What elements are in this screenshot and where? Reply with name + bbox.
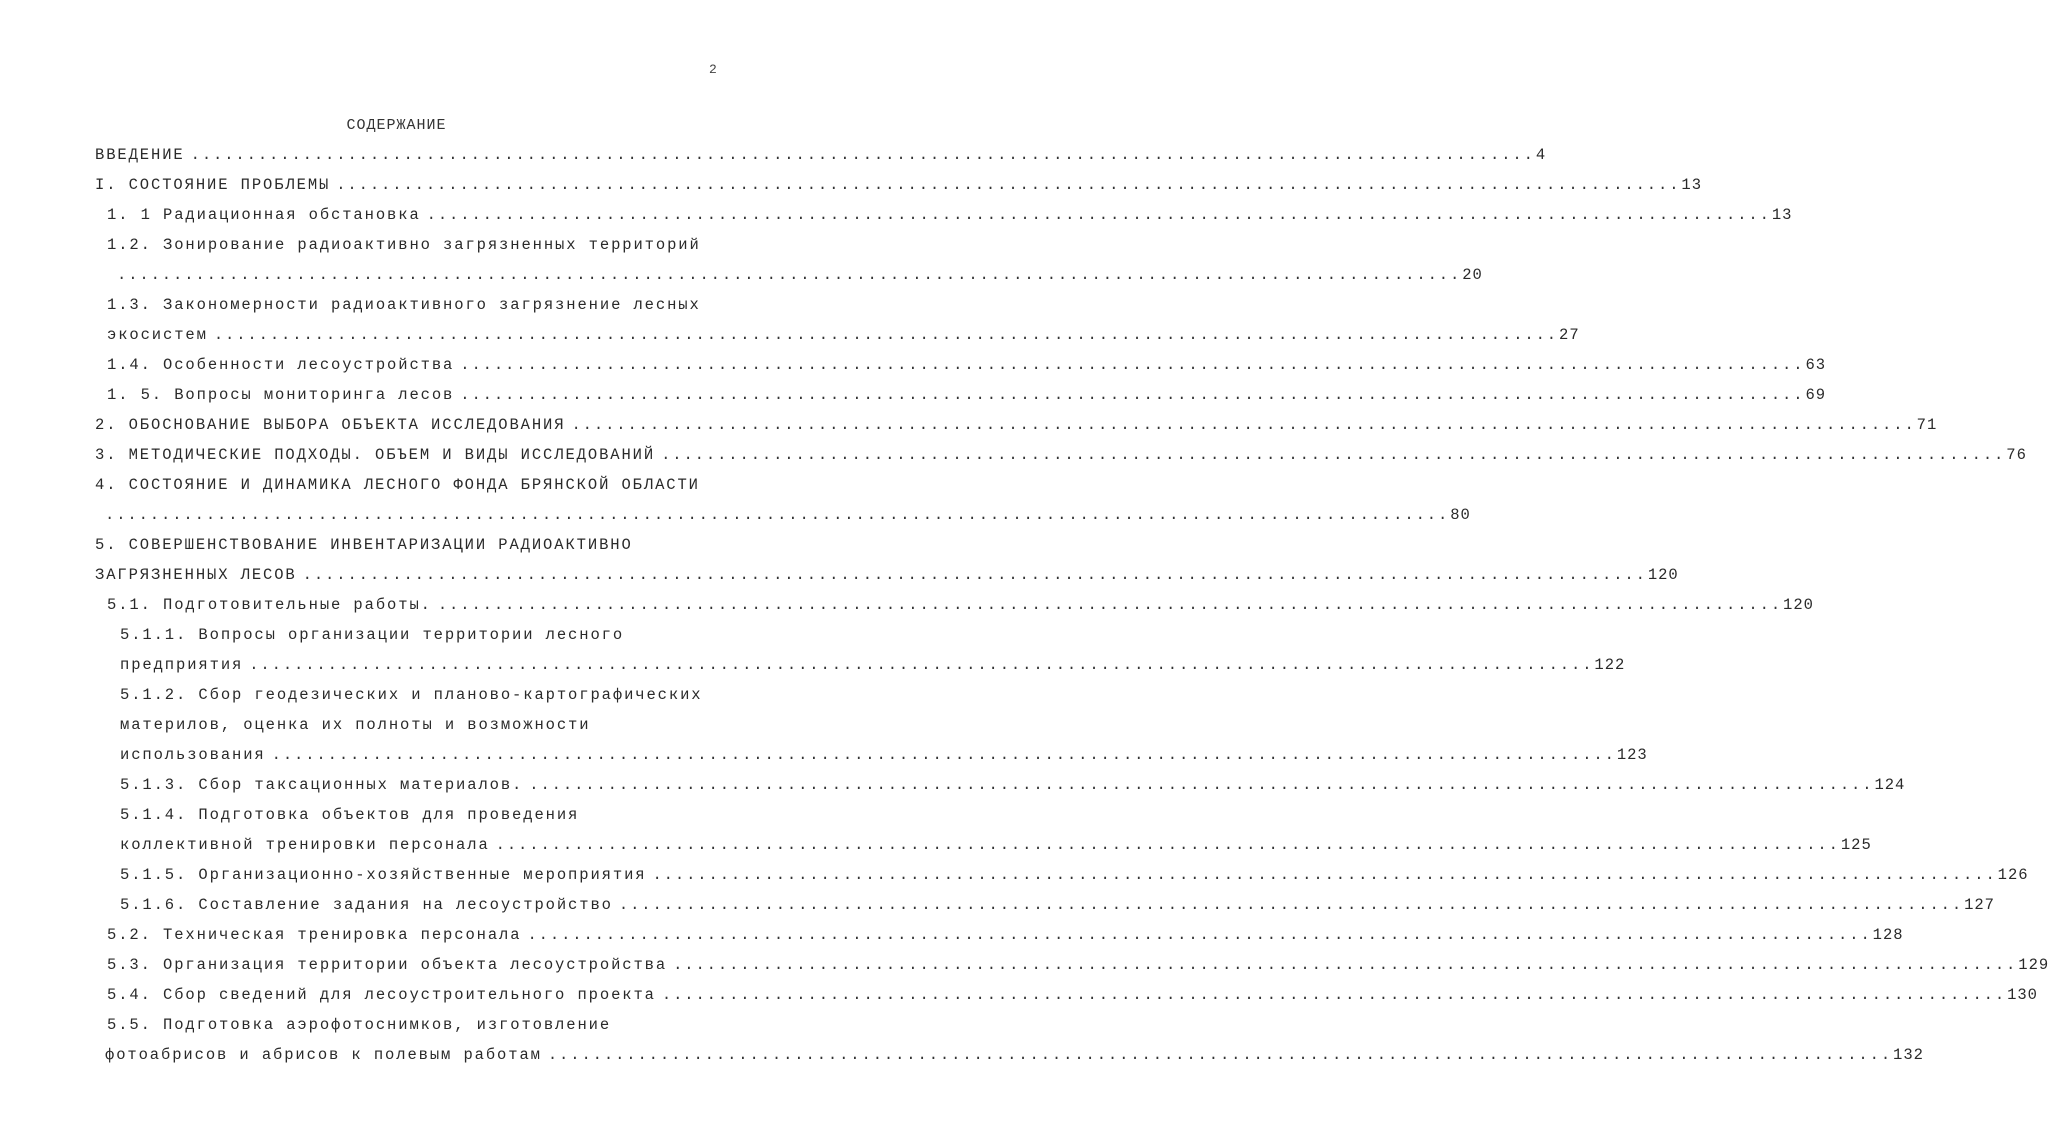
toc-entry-line xyxy=(95,536,709,558)
toc-page-number: 125 xyxy=(1840,836,1872,854)
dot-leader: ........................................................................................................................ xyxy=(529,776,1874,794)
toc-entry-line xyxy=(120,806,709,828)
toc-entry-text: 5.1. Подготовительные работы. xyxy=(107,596,432,614)
toc-page-number: 124 xyxy=(1874,776,1906,794)
dot-leader: ........................................................................................................................ xyxy=(495,836,1840,854)
dot-leader: ........................................................................................................................ xyxy=(618,896,1964,914)
toc-entry-text: 5.1.4. Подготовка объектов для проведения xyxy=(120,806,580,824)
toc-entry-text: 1.3. Закономерности радиоактивного загрязнение лесных xyxy=(107,296,701,314)
dot-leader: ........................................................................................................................ xyxy=(271,746,1616,764)
toc-entry xyxy=(107,926,1904,948)
dot-leader: ........................................................................................................................ xyxy=(302,566,1647,584)
toc-entry-line xyxy=(107,1016,709,1038)
toc-page-number: 69 xyxy=(1805,386,1827,404)
toc-entry xyxy=(120,866,2029,888)
toc-entry xyxy=(95,416,1938,438)
toc-entry xyxy=(120,896,1995,918)
toc-page-number: 120 xyxy=(1647,566,1679,584)
toc-page-number: 4 xyxy=(1535,146,1547,164)
dot-leader: ........................................................................................................................ xyxy=(249,656,1594,674)
toc-entry-line xyxy=(107,236,709,258)
toc-entry-text: 5.1.3. Сбор таксационных материалов. xyxy=(120,776,524,794)
toc-entry-text: 5.5. Подготовка аэрофотоснимков, изготовление xyxy=(107,1016,612,1034)
toc-entry-text: 1. 1 Радиационная обстановка xyxy=(107,206,421,224)
toc-page-number: 13 xyxy=(1681,176,1703,194)
toc-page-number: 71 xyxy=(1916,416,1938,434)
toc-entry-text: 1. 5. Вопросы мониторинга лесов xyxy=(107,386,455,404)
toc-page-number: 122 xyxy=(1594,656,1626,674)
toc-page-number: 20 xyxy=(1462,266,1483,284)
toc-entry xyxy=(120,746,1648,768)
toc-entry-text: 1.2. Зонирование радиоактивно загрязненных территорий xyxy=(107,236,701,254)
toc-entry-text: 2. ОБОСНОВАНИЕ ВЫБОРА ОБЪЕКТА ИССЛЕДОВАНИЯ xyxy=(95,416,566,434)
dot-leader: ........................................................................................................................ xyxy=(426,206,1771,224)
toc-entry xyxy=(120,656,1626,678)
toc-page-number: 127 xyxy=(1964,896,1995,914)
toc-entry-text: предприятия xyxy=(120,656,244,674)
toc-entry-text: фотоабрисов и абрисов к полевым работам xyxy=(105,1046,542,1064)
toc-entry xyxy=(105,506,1471,528)
toc-entry xyxy=(107,326,1580,348)
toc-entry xyxy=(120,776,1906,798)
toc-page-number: 123 xyxy=(1616,746,1648,764)
toc-entry-line xyxy=(120,716,709,738)
toc-page-number: 76 xyxy=(2006,446,2027,464)
toc-entry-text: I. СОСТОЯНИЕ ПРОБЛЕМЫ xyxy=(95,176,331,194)
toc-page-number: 130 xyxy=(2007,986,2038,1004)
toc-entry xyxy=(95,566,1679,588)
toc-entry-text: 4. СОСТОЯНИЕ И ДИНАМИКА ЛЕСНОГО ФОНДА БРЯНСКОЙ ОБЛАСТИ xyxy=(95,476,700,494)
toc-entry-text: 5.4. Сбор сведений для лесоустроительного проекта xyxy=(107,986,656,1004)
toc-entry xyxy=(95,176,1703,198)
page-number: 2 xyxy=(709,62,717,77)
dot-leader: ........................................................................................................................ xyxy=(661,446,2006,464)
toc-entry-line xyxy=(107,296,709,318)
dot-leader: ........................................................................................................................ xyxy=(661,986,2007,1004)
toc-page-number: 13 xyxy=(1771,206,1793,224)
toc-entry xyxy=(107,386,1827,408)
toc-entry-line xyxy=(120,686,709,708)
dot-leader: ........................................................................................................................ xyxy=(117,266,1462,284)
dot-leader: ........................................................................................................................ xyxy=(571,416,1916,434)
toc-entry xyxy=(107,206,1793,228)
toc-entry-text: 5.2. Техническая тренировка персонала xyxy=(107,926,522,944)
dot-leader: ........................................................................................................................ xyxy=(105,506,1450,524)
toc-page-number: 129 xyxy=(2018,956,2049,974)
toc-entry xyxy=(120,836,1872,858)
toc-entry-line xyxy=(95,476,709,498)
toc-entry-text: 3. МЕТОДИЧЕСКИЕ ПОДХОДЫ. ОБЪЕМ И ВИДЫ ИССЛЕДОВАНИЙ xyxy=(95,446,656,464)
toc-entry-text: материлов, оценка их полноты и возможности xyxy=(120,716,591,734)
toc-page-number: 132 xyxy=(1893,1046,1924,1064)
toc-entry xyxy=(95,446,2027,468)
dot-leader: ........................................................................................................................ xyxy=(673,956,2018,974)
toc-page-number: 120 xyxy=(1783,596,1814,614)
toc-page-number: 27 xyxy=(1559,326,1580,344)
toc-page-number: 126 xyxy=(1997,866,2029,884)
toc-entry xyxy=(107,986,2038,1008)
toc-entry-text: ВВЕДЕНИЕ xyxy=(95,146,185,164)
toc-entry xyxy=(117,266,1483,288)
dot-leader: ........................................................................................................................ xyxy=(336,176,1681,194)
toc-entry-text: 1.4. Особенности лесоустройства xyxy=(107,356,455,374)
dot-leader: ........................................................................................................................ xyxy=(213,326,1559,344)
toc-entry-text: 5.1.6. Составление задания на лесоустройство xyxy=(120,896,613,914)
dot-leader: ........................................................................................................................ xyxy=(460,386,1805,404)
dot-leader: ........................................................................................................................ xyxy=(652,866,1997,884)
toc-page-number: 63 xyxy=(1805,356,1827,374)
toc-entry-text: экосистем xyxy=(107,326,208,344)
toc-entry-text: ЗАГРЯЗНЕННЫХ ЛЕСОВ xyxy=(95,566,297,584)
toc-entry-text: 5.1.5. Организационно-хозяйственные мероприятия xyxy=(120,866,647,884)
dot-leader: ........................................................................................................................ xyxy=(527,926,1872,944)
toc-entry-text: 5.1.2. Сбор геодезических и планово-картографических xyxy=(120,686,703,704)
toc-entry-text: 5.3. Организация территории объекта лесоустройства xyxy=(107,956,668,974)
toc-page-number: 80 xyxy=(1450,506,1471,524)
toc-entry xyxy=(105,1046,1924,1068)
toc-entry-text: использования xyxy=(120,746,266,764)
toc-page-number: 128 xyxy=(1872,926,1904,944)
toc-entry-text: 5.1.1. Вопросы организации территории лесного xyxy=(120,626,625,644)
dot-leader: ........................................................................................................................ xyxy=(437,596,1783,614)
dot-leader: ........................................................................................................................ xyxy=(190,146,1535,164)
toc-entry-line xyxy=(120,626,709,648)
toc-entry xyxy=(107,356,1827,378)
toc-entry xyxy=(95,146,1547,168)
toc-title: СОДЕРЖАНИЕ xyxy=(346,117,447,134)
toc-entry-text: коллективной тренировки персонала xyxy=(120,836,490,854)
toc-entry-text: 5. СОВЕРШЕНСТВОВАНИЕ ИНВЕНТАРИЗАЦИИ РАДИОАКТИВНО xyxy=(95,536,633,554)
dot-leader: ........................................................................................................................ xyxy=(547,1046,1893,1064)
toc-entry xyxy=(107,956,2049,978)
toc-entry xyxy=(107,596,1814,618)
dot-leader: ........................................................................................................................ xyxy=(460,356,1805,374)
